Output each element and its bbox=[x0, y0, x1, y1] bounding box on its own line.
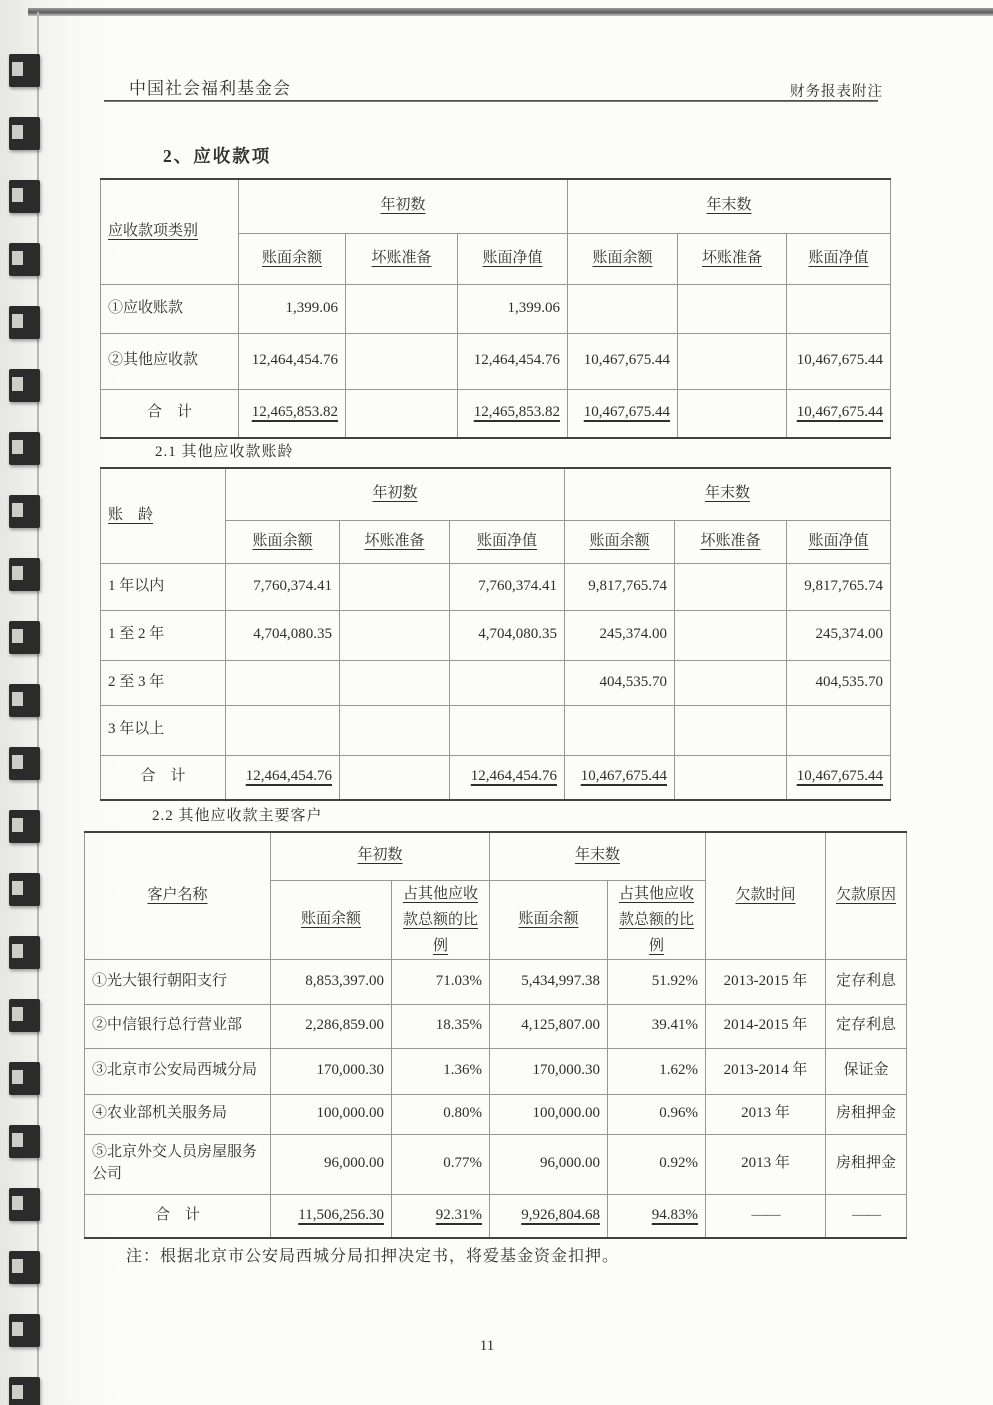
amount-cell bbox=[678, 333, 787, 389]
section-title: 2、应收款项 bbox=[163, 146, 272, 166]
table-header-row bbox=[101, 468, 891, 520]
amount-cell bbox=[340, 563, 450, 610]
total-amount-cell: 10,467,675.44 bbox=[568, 389, 678, 438]
amount-cell: 245,374.00 bbox=[565, 610, 675, 660]
amount-cell: 8,853,397.00 bbox=[271, 959, 392, 1004]
col-header: 账面净值 bbox=[787, 520, 891, 563]
table-row bbox=[101, 333, 891, 389]
table-row bbox=[101, 660, 891, 705]
table-header-row bbox=[101, 179, 891, 233]
binding-ring bbox=[9, 684, 40, 717]
receivables-summary-table bbox=[100, 178, 891, 439]
binding-ring bbox=[9, 243, 40, 276]
amount-cell: 10,467,675.44 bbox=[787, 333, 891, 389]
binding-ring bbox=[9, 1062, 40, 1095]
table-row bbox=[85, 1048, 907, 1094]
amount-cell: 4,704,080.35 bbox=[450, 610, 565, 660]
amount-cell: 245,374.00 bbox=[787, 610, 891, 660]
amount-cell bbox=[450, 660, 565, 705]
row-label: ②中信银行总行营业部 bbox=[85, 1004, 271, 1048]
debt-reason-cell: 定存利息 bbox=[826, 1004, 907, 1048]
row-label: 1 年以内 bbox=[101, 563, 226, 610]
amount-cell bbox=[675, 705, 787, 755]
amount-cell bbox=[226, 705, 340, 755]
row-label: 3 年以上 bbox=[101, 705, 226, 755]
col-header: 账面余额 bbox=[565, 520, 675, 563]
row-label: 2 至 3 年 bbox=[101, 660, 226, 705]
amount-cell: 96,000.00 bbox=[490, 1134, 608, 1194]
total-amount-cell: 12,464,454.76 bbox=[226, 755, 340, 800]
col-header: 坏账准备 bbox=[346, 233, 458, 284]
row-label: ③北京市公安局西城分局 bbox=[85, 1048, 271, 1094]
amount-cell: 7,760,374.41 bbox=[226, 563, 340, 610]
total-amount-cell: 10,467,675.44 bbox=[787, 755, 891, 800]
percent-cell: 71.03% bbox=[392, 959, 490, 1004]
debt-time-cell: 2013-2014 年 bbox=[706, 1048, 826, 1094]
total-amount-cell bbox=[675, 755, 787, 800]
amount-cell bbox=[340, 610, 450, 660]
amount-cell bbox=[565, 705, 675, 755]
col-header: 账面净值 bbox=[450, 520, 565, 563]
amount-cell bbox=[678, 284, 787, 333]
group-header: 年末数 bbox=[490, 832, 706, 880]
total-amount-cell: 10,467,675.44 bbox=[787, 389, 891, 438]
amount-cell bbox=[346, 284, 458, 333]
amount-cell bbox=[340, 705, 450, 755]
binding-ring bbox=[9, 747, 40, 780]
binding-ring bbox=[9, 1188, 40, 1221]
amount-cell: 10,467,675.44 bbox=[568, 333, 678, 389]
total-percent-cell: 92.31% bbox=[392, 1194, 490, 1238]
row-label: 1 至 2 年 bbox=[101, 610, 226, 660]
binding-ring bbox=[9, 54, 40, 87]
total-amount-cell: 9,926,804.68 bbox=[490, 1194, 608, 1238]
col-header: 账面余额 bbox=[271, 880, 392, 959]
col-header: 账面净值 bbox=[458, 233, 568, 284]
col-header: 欠款时间 bbox=[706, 832, 826, 959]
amount-cell: 1,399.06 bbox=[458, 284, 568, 333]
debt-reason-cell: 定存利息 bbox=[826, 959, 907, 1004]
debt-time-cell: 2013 年 bbox=[706, 1134, 826, 1194]
group-header: 年初数 bbox=[239, 179, 568, 233]
amount-cell bbox=[675, 610, 787, 660]
amount-cell bbox=[675, 563, 787, 610]
total-row bbox=[101, 755, 891, 800]
total-amount-cell: 10,467,675.44 bbox=[565, 755, 675, 800]
total-amount-cell: 11,506,256.30 bbox=[271, 1194, 392, 1238]
amount-cell: 96,000.00 bbox=[271, 1134, 392, 1194]
binding-ring bbox=[9, 180, 40, 213]
amount-cell bbox=[787, 705, 891, 755]
col-header: 坏账准备 bbox=[675, 520, 787, 563]
debt-reason-cell: 房租押金 bbox=[826, 1094, 907, 1134]
table-row bbox=[85, 1094, 907, 1134]
col-header: 坏账准备 bbox=[340, 520, 450, 563]
binding-ring bbox=[9, 1314, 40, 1347]
amount-cell: 9,817,765.74 bbox=[565, 563, 675, 610]
percent-cell: 1.36% bbox=[392, 1048, 490, 1094]
amount-cell: 404,535.70 bbox=[565, 660, 675, 705]
binding-ring bbox=[9, 810, 40, 843]
total-amount-cell: 12,465,853.82 bbox=[239, 389, 346, 438]
total-amount-cell bbox=[340, 755, 450, 800]
total-percent-cell: 94.83% bbox=[608, 1194, 706, 1238]
total-amount-cell bbox=[346, 389, 458, 438]
row-label: ①光大银行朝阳支行 bbox=[85, 959, 271, 1004]
amount-cell: 1,399.06 bbox=[239, 284, 346, 333]
col-header: 占其他应收款总额的比例 bbox=[392, 880, 490, 959]
percent-cell: 51.92% bbox=[608, 959, 706, 1004]
binding-strip bbox=[0, 0, 50, 1405]
amount-cell: 404,535.70 bbox=[787, 660, 891, 705]
group-header: 年末数 bbox=[565, 468, 891, 520]
amount-cell: 4,704,080.35 bbox=[226, 610, 340, 660]
amount-cell: 4,125,807.00 bbox=[490, 1004, 608, 1048]
row-label: 合 计 bbox=[101, 755, 226, 800]
amount-cell bbox=[340, 660, 450, 705]
page-number: 11 bbox=[479, 1338, 495, 1354]
scan-top-edge-shadow bbox=[28, 8, 993, 16]
dash-cell: —— bbox=[706, 1194, 826, 1238]
amount-cell: 170,000.30 bbox=[490, 1048, 608, 1094]
amount-cell bbox=[675, 660, 787, 705]
table-row bbox=[101, 610, 891, 660]
binding-ring bbox=[9, 558, 40, 591]
amount-cell: 5,434,997.38 bbox=[490, 959, 608, 1004]
header-rule bbox=[104, 100, 878, 102]
binding-ring bbox=[9, 369, 40, 402]
col-header: 占其他应收款总额的比例 bbox=[608, 880, 706, 959]
total-amount-cell: 12,465,853.82 bbox=[458, 389, 568, 438]
amount-cell bbox=[346, 333, 458, 389]
amount-cell: 170,000.30 bbox=[271, 1048, 392, 1094]
binding-ring bbox=[9, 1125, 40, 1158]
binding-ring bbox=[9, 936, 40, 969]
debt-reason-cell: 保证金 bbox=[826, 1048, 907, 1094]
header-doc-type: 财务报表附注 bbox=[790, 84, 883, 100]
percent-cell: 0.96% bbox=[608, 1094, 706, 1134]
debt-reason-cell: 房租押金 bbox=[826, 1134, 907, 1194]
col-header: 账面余额 bbox=[568, 233, 678, 284]
table-row bbox=[101, 284, 891, 333]
binding-ring bbox=[9, 495, 40, 528]
binding-ring bbox=[9, 873, 40, 906]
binding-ring bbox=[9, 621, 40, 654]
percent-cell: 39.41% bbox=[608, 1004, 706, 1048]
percent-cell: 0.77% bbox=[392, 1134, 490, 1194]
row-label: ②其他应收款 bbox=[101, 333, 239, 389]
row-label: 合 计 bbox=[85, 1194, 271, 1238]
group-header: 年初数 bbox=[271, 832, 490, 880]
corner-header: 应收款项类别 bbox=[101, 179, 239, 284]
percent-cell: 0.80% bbox=[392, 1094, 490, 1134]
debt-time-cell: 2013-2015 年 bbox=[706, 959, 826, 1004]
amount-cell: 2,286,859.00 bbox=[271, 1004, 392, 1048]
table-row bbox=[85, 959, 907, 1004]
percent-cell: 0.92% bbox=[608, 1134, 706, 1194]
debt-time-cell: 2013 年 bbox=[706, 1094, 826, 1134]
amount-cell bbox=[787, 284, 891, 333]
debt-time-cell: 2014-2015 年 bbox=[706, 1004, 826, 1048]
row-label: ①应收账款 bbox=[101, 284, 239, 333]
amount-cell: 100,000.00 bbox=[490, 1094, 608, 1134]
corner-header: 客户名称 bbox=[85, 832, 271, 959]
binding-ring bbox=[9, 117, 40, 150]
col-header: 账面余额 bbox=[226, 520, 340, 563]
row-label: 合 计 bbox=[101, 389, 239, 438]
subsection-title-aging: 2.1 其他应收款账龄 bbox=[155, 444, 294, 460]
table-row bbox=[85, 1134, 907, 1194]
subsection-title-customers: 2.2 其他应收款主要客户 bbox=[152, 808, 323, 824]
table-row bbox=[85, 1004, 907, 1048]
binding-ring bbox=[9, 306, 40, 339]
amount-cell bbox=[226, 660, 340, 705]
percent-cell: 1.62% bbox=[608, 1048, 706, 1094]
col-header: 账面净值 bbox=[787, 233, 891, 284]
corner-header: 账 龄 bbox=[101, 468, 226, 563]
dash-cell: —— bbox=[826, 1194, 907, 1238]
row-label: ④农业部机关服务局 bbox=[85, 1094, 271, 1134]
header-org-name: 中国社会福利基金会 bbox=[129, 79, 291, 98]
table-row bbox=[101, 705, 891, 755]
total-amount-cell bbox=[678, 389, 787, 438]
binding-ring bbox=[9, 1251, 40, 1284]
table-header-row bbox=[85, 832, 907, 880]
table-row bbox=[101, 563, 891, 610]
amount-cell bbox=[450, 705, 565, 755]
total-row bbox=[101, 389, 891, 438]
amount-cell: 9,817,765.74 bbox=[787, 563, 891, 610]
binding-ring bbox=[9, 999, 40, 1032]
amount-cell: 100,000.00 bbox=[271, 1094, 392, 1134]
group-header: 年末数 bbox=[568, 179, 891, 233]
col-header: 坏账准备 bbox=[678, 233, 787, 284]
amount-cell: 12,464,454.76 bbox=[239, 333, 346, 389]
amount-cell: 7,760,374.41 bbox=[450, 563, 565, 610]
group-header: 年初数 bbox=[226, 468, 565, 520]
amount-cell bbox=[568, 284, 678, 333]
total-row bbox=[85, 1194, 907, 1238]
major-customers-table bbox=[84, 831, 907, 1239]
row-label: ⑤北京外交人员房屋服务公司 bbox=[85, 1134, 271, 1194]
col-header: 账面余额 bbox=[239, 233, 346, 284]
binding-ring bbox=[9, 1377, 40, 1405]
col-header: 欠款原因 bbox=[826, 832, 907, 959]
binding-ring bbox=[9, 432, 40, 465]
percent-cell: 18.35% bbox=[392, 1004, 490, 1048]
receivables-aging-table bbox=[100, 467, 891, 801]
col-header: 账面余额 bbox=[490, 880, 608, 959]
total-amount-cell: 12,464,454.76 bbox=[450, 755, 565, 800]
amount-cell: 12,464,454.76 bbox=[458, 333, 568, 389]
footnote: 注：根据北京市公安局西城分局扣押决定书，将爱基金资金扣押。 bbox=[126, 1248, 620, 1265]
